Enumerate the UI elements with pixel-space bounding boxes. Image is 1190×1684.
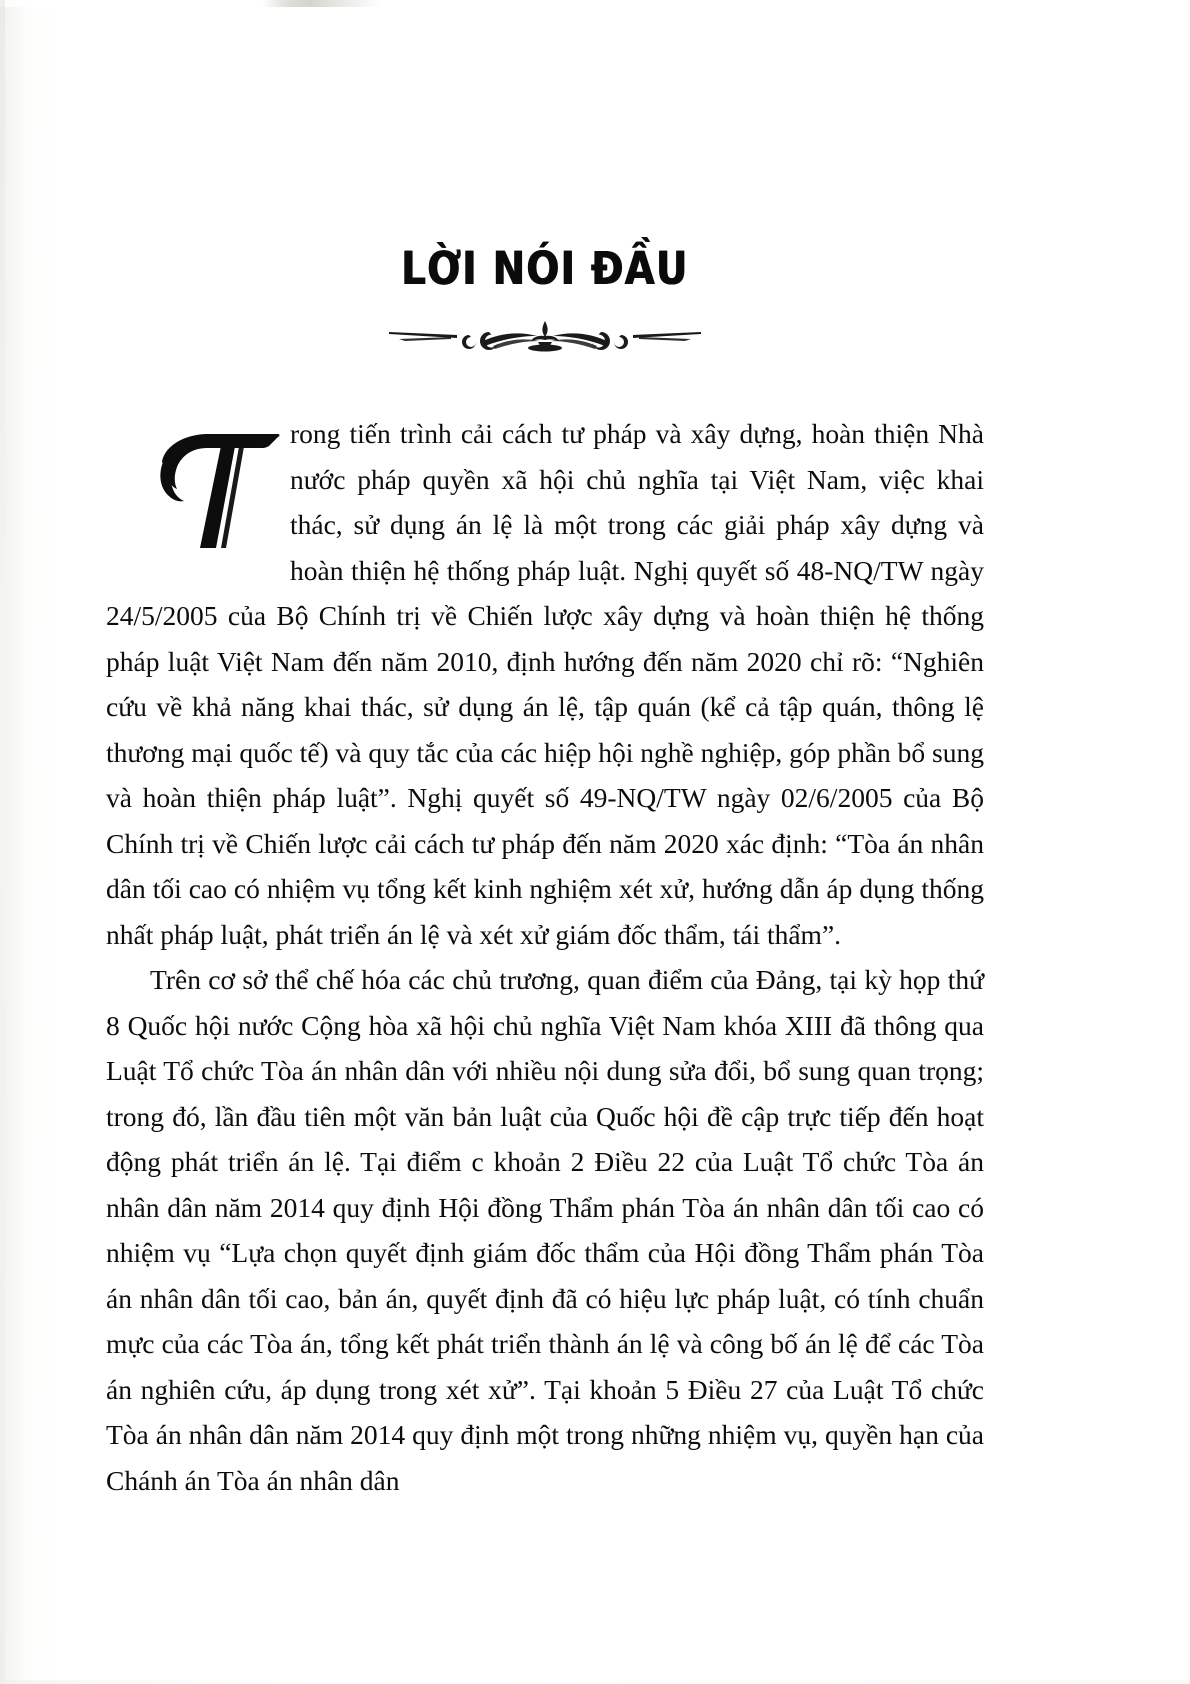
drop-cap-T	[144, 417, 290, 549]
body-text	[106, 411, 984, 1503]
scan-edge-left	[0, 0, 5, 1684]
title-block	[106, 242, 984, 355]
paragraph-1: rong tiến trình cải cách tư pháp và xây dựng, hoàn thiện Nhà nước pháp quyền xã hội chủ nghĩa tại Việt Nam, việc khai thác, sử dụng án lệ là một trong các giải pháp xây dựng và hoàn thiện hệ thống pháp luật. Nghị quyết số 48-NQ/TW ngày 24/5/2005 của Bộ Chính trị về Chiến lược xây dựng và hoàn thiện hệ thống pháp luật Việt Nam đến năm 2010, định hướng đến năm 2020 chỉ rõ: “Nghiên cứu về khả năng khai thác, sử dụng án lệ, tập quán (kể cả tập quán, thông lệ thương mại quốc tế) và quy tắc của các hiệp hội nghề nghiệp, góp phần bổ sung và hoàn thiện pháp luật”. Nghị quyết số 49-NQ/TW ngày 02/6/2005 của Bộ Chính trị về Chiến lược cải cách tư pháp đến năm 2020 xác định: “Tòa án nhân dân tối cao có nhiệm vụ tổng kết kinh nghiệm xét xử, hướng dẫn áp dụng thống nhất pháp luật, phát triển án lệ và xét xử giám đốc thẩm, tái thẩm”.	[106, 418, 984, 950]
paragraph-2: Trên cơ sở thể chế hóa các chủ trương, quan điểm của Đảng, tại kỳ họp thứ 8 Quốc hội nước Cộng hòa xã hội chủ nghĩa Việt Nam khóa XIII đã thông qua Luật Tổ chức Tòa án nhân dân với nhiều nội dung sửa đổi, bổ sung quan trọng; trong đó, lần đầu tiên một văn bản luật của Quốc hội đề cập trực tiếp đến hoạt động phát triển án lệ. Tại điểm c khoản 2 Điều 22 của Luật Tổ chức Tòa án nhân dân năm 2014 quy định Hội đồng Thẩm phán Tòa án nhân dân tối cao có nhiệm vụ “Lựa chọn quyết định giám đốc thẩm của Hội đồng Thẩm phán Tòa án nhân dân tối cao, bản án, quyết định đã có hiệu lực pháp luật, có tính chuẩn mực của các Tòa án, tổng kết phát triển thành án lệ và công bố án lệ để các Tòa án nghiên cứu, áp dụng trong xét xử”. Tại khoản 5 Điều 27 của Luật Tổ chức Tòa án nhân dân năm 2014 quy định một trong những nhiệm vụ, quyền hạn của Chánh án Tòa án nhân dân	[106, 964, 984, 1496]
page-content	[106, 0, 984, 1684]
page-title: LỜI NÓI ĐẦU	[401, 242, 689, 295]
floral-flourish-divider-icon	[385, 315, 705, 355]
